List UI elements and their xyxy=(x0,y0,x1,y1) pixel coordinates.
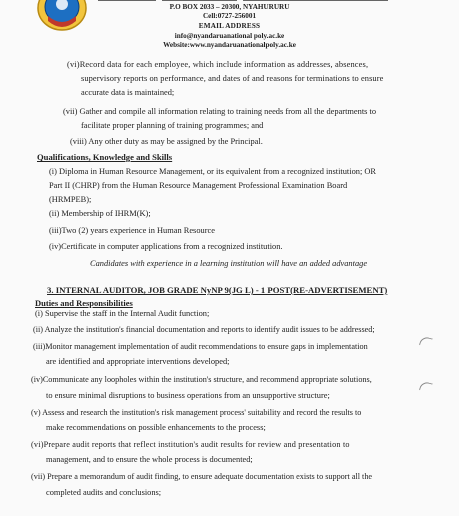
list-item: (i) Supervise the staff in the Internal Audit function; xyxy=(35,309,210,318)
list-item: (i) Diploma in Human Resource Management, or its equivalent from a recognized institution; OR xyxy=(49,167,377,176)
list-item: supervisory reports on performance, and dates of and reasons for terminations to ensure xyxy=(81,74,384,83)
list-item: Part II (CHRP) from the Human Resource Management Professional Examination Board xyxy=(49,181,348,190)
list-item: (vii) Gather and compile all information relating to training needs from all the departments to xyxy=(63,107,377,116)
list-item: (ii) Membership of IHRM(K); xyxy=(49,209,151,218)
list-item: (v) Assess and research the institution's risk management process' suitability and record the results to xyxy=(31,408,362,417)
list-item: (vi)Record data for each employee, which include information as addresses, absences, xyxy=(67,60,369,69)
list-item: accurate data is maintained; xyxy=(81,88,175,97)
list-item: management, and to ensure the whole process is documented; xyxy=(46,455,253,464)
list-item: make recommendations on possible enhancements to the process; xyxy=(46,423,266,432)
list-item: (vi)Prepare audit reports that reflect institution's audit results for review and presentation to xyxy=(31,440,350,449)
list-item: (vii) Prepare a memorandum of audit finding, to ensure adequate documentation exists to support all the xyxy=(31,472,373,481)
list-item: (HRMPEB); xyxy=(49,195,92,204)
email-heading: EMAIL ADDRESS xyxy=(198,22,261,30)
page-curl-mark xyxy=(419,381,433,394)
cell-number: Cell:0727-256001 xyxy=(202,12,257,20)
list-item: (iii)Monitor management implementation of audit recommendations to ensure gaps in implementation xyxy=(33,342,368,351)
experience-note: Candidates with experience in a learning institution will have an added advantage xyxy=(90,259,368,268)
list-item: are identified and appropriate interventions developed; xyxy=(46,357,230,366)
job-title: 3. INTERNAL AUDITOR, JOB GRADE NyNP 9(JG L) - 1 POST(RE-ADVERTISEMENT) xyxy=(47,285,388,295)
list-item: (ii) Analyze the institution's financial documentation and reports to identify audit issues to be addressed; xyxy=(33,325,375,334)
email-address: info@nyandaruanational poly.ac.ke xyxy=(174,32,285,40)
website: Website:www.nyandaruanationalpoly.ac.ke xyxy=(163,41,296,49)
list-item: (iv)Communicate any loopholes within the institution's structure, and recommend appropriate solutions, xyxy=(31,375,372,384)
po-box: P.O BOX 2033 – 20300, NYAHURURU xyxy=(169,3,290,11)
letterhead-title-cropped xyxy=(98,0,388,1)
list-item: facilitate proper planning of training programmes; and xyxy=(81,121,264,130)
list-item: (viii) Any other duty as may be assigned by the Principal. xyxy=(70,137,263,146)
list-item: completed audits and conclusions; xyxy=(46,488,162,497)
section-heading: Qualifications, Knowledge and Skills xyxy=(37,152,173,162)
list-item: (iv)Certificate in computer applications from a recognized institution. xyxy=(49,242,283,251)
list-item: to ensure minimal disruptions to business operations from an unsupportive structure; xyxy=(46,391,330,400)
section-heading: Duties and Responsibilities xyxy=(35,298,133,308)
page-curl-mark xyxy=(419,336,433,349)
list-item: (iii)Two (2) years experience in Human Resource xyxy=(49,226,215,235)
